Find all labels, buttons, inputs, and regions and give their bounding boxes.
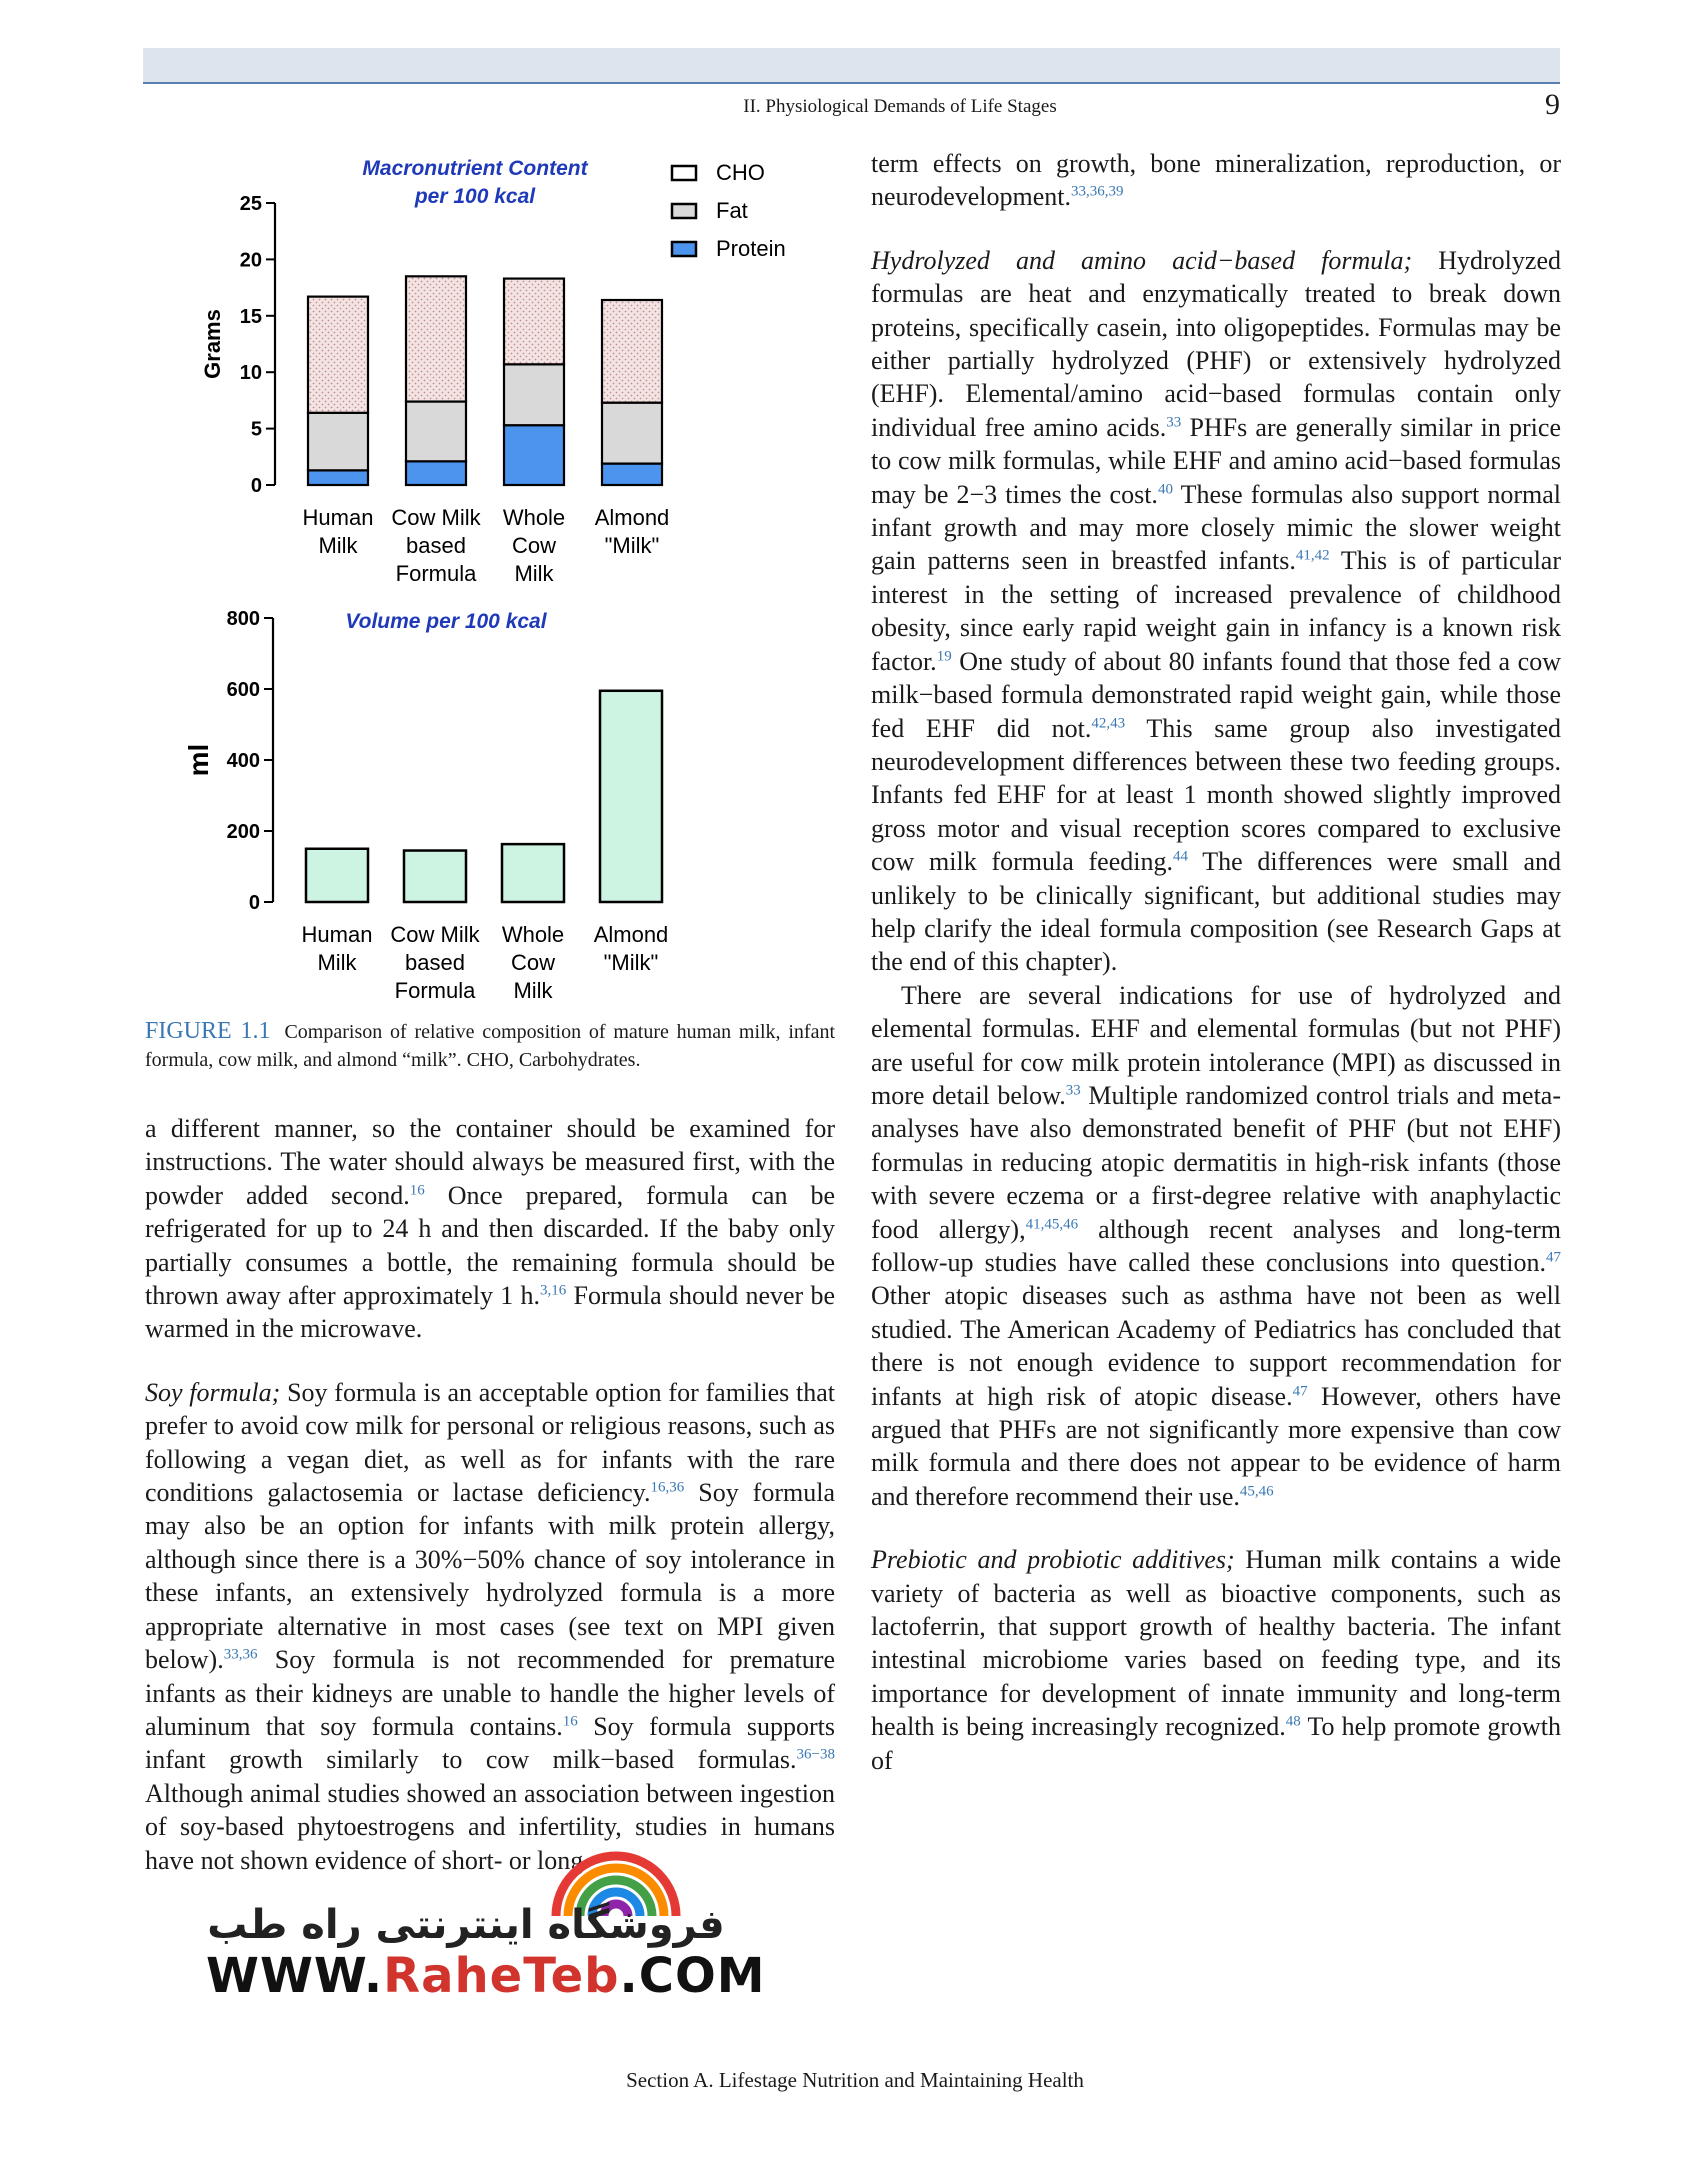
bar-fat (504, 364, 564, 425)
watermark-persian-text: فروشگاه اینترنتی راه طب (207, 1902, 725, 1948)
citation-ref[interactable]: 47 (1292, 1382, 1308, 1399)
citation-ref[interactable]: 33 (1166, 414, 1182, 431)
y-tick-label: 5 (250, 418, 262, 441)
legend-label: CHO (716, 160, 765, 185)
x-category-label: Milk (318, 533, 358, 558)
left-paragraph: a different manner, so the container should be examined for instructions. The water should always be measured first, with the powder added second.$^{16}$ Once prepared, formula can be refrigerated for up to 24 h and then discarded. If the baby only partially consumes a bottle, the remaining formula should be thrown away after approximately 1 h.$^{3,16}$ Formula should never be warmed in the microwave. (145, 1114, 836, 1344)
figure-caption (145, 1018, 835, 1074)
citation-ref[interactable]: 36−38 (796, 1746, 835, 1763)
bar-protein (308, 470, 368, 485)
right-paragraph: term effects on growth, bone mineralization, reproduction, or neurodevelopment.$^{33,36,39}$ (871, 149, 1561, 212)
y-tick-label: 400 (226, 750, 260, 772)
citation-ref[interactable]: 3,16 (540, 1282, 567, 1299)
y-tick-label: 0 (250, 475, 262, 497)
x-category-label: Cow (511, 533, 557, 558)
bar-cho (504, 279, 564, 365)
right-paragraph: Prebiotic and probiotic additives; Human milk contains a wide variety of bacteria as well as bioactive components, such as lactoferrin, that support growth of healthy bacteria. The infant intestinal microbiome varies based on feeding type, and its importance for development of innate immunity and long-term health is being increasingly recognized.$^{48}$ To help promote growth of (871, 1545, 1561, 1775)
bar-cho (406, 276, 466, 401)
bar-cho (602, 300, 662, 403)
legend-swatch-protein (672, 242, 696, 256)
x-category-label: Whole (502, 505, 566, 530)
citation-ref[interactable]: 33 (1065, 1082, 1081, 1099)
y-axis-label: ml (183, 743, 214, 777)
x-category-label: Cow Milk (390, 922, 480, 947)
y-tick-label: 600 (226, 679, 260, 701)
x-category-label: Milk (317, 950, 357, 975)
y-tick-label: 0 (248, 892, 260, 914)
citation-ref[interactable]: 16,36 (650, 1479, 685, 1496)
figure-caption-text: Comparison of relative composition of mature human milk, infant formula, cow milk, and almond “milk”. CHO, Carbohydrates. (145, 1021, 835, 1071)
paragraph-heading: Soy formula; (145, 1377, 281, 1407)
citation-ref[interactable]: 16 (562, 1713, 578, 1730)
right-paragraph: Hydrolyzed and amino acid−based formula; Hydrolyzed formulas are heat and enzymatically treated to break down proteins, specifically casein, into oligopeptides. Formulas may be either partially hydrolyzed (PHF) or extensively hydrolyzed (EHF). Elemental/amino acid−based formulas contain only individual free amino acids.$^{33}$ PHFs are generally similar in price to cow milk formulas, while EHF and amino acid−based formulas may be 2−3 times the cost.$^{40}$ These formulas also support normal infant growth and may more closely mimic the slower weight gain patterns seen in breastfed infants.$^{41,42}$ This is of particular interest in the setting of increased prevalence of childhood obesity, since early rapid weight gain in infancy is a known risk factor.$^{19}$ One study of about 80 infants found that those fed a cow milk−based formula demonstrated rapid weight gain, while those fed EHF did not.$^{42,43}$ This same group also investigated neurodevelopment differences between these two feeding groups. Infants fed EHF for at least 1 month showed slightly improved gross motor and visual reception scores compared to exclusive cow milk formula feeding.$^{44}$ The differences were small and unlikely to be clinically significant, but additional studies may help clarify the ideal formula composition (see Research Gaps at the end of this chapter). (871, 245, 1561, 977)
bar-cho (308, 297, 368, 413)
citation-ref[interactable]: 16 (409, 1182, 425, 1199)
citation-ref[interactable]: 42,43 (1091, 714, 1126, 731)
legend-label: Protein (716, 236, 786, 261)
paragraph-heading: Prebiotic and probiotic additives; (871, 1545, 1235, 1575)
x-category-label: Formula (394, 978, 476, 1003)
x-category-label: Cow (510, 950, 556, 975)
citation-ref[interactable]: 41,45,46 (1025, 1215, 1079, 1232)
watermark-url-suffix: .COM (619, 1948, 766, 2004)
y-tick-label: 15 (239, 305, 262, 328)
citation-ref[interactable]: 19 (936, 648, 952, 665)
paragraph-heading: Hydrolyzed and amino acid−based formula; (871, 245, 1413, 275)
citation-ref[interactable]: 41,42 (1295, 547, 1330, 564)
page-footer: Section A. Lifestage Nutrition and Maintaining Health (626, 2068, 1084, 2092)
y-tick-label: 20 (239, 249, 262, 272)
x-category-label: "Milk" (604, 533, 660, 558)
bar-protein (504, 425, 564, 485)
x-category-label: Human (302, 505, 374, 530)
left-column (145, 1112, 835, 1877)
bar-volume (600, 691, 662, 902)
bar-volume (306, 849, 368, 902)
page-number: 9 (1545, 88, 1560, 121)
citation-ref[interactable]: 44 (1172, 848, 1188, 865)
chart-title: Macronutrient Content (362, 157, 588, 180)
x-category-label: Human (301, 922, 373, 947)
x-category-label: Almond (593, 922, 669, 947)
x-category-label: Milk (513, 978, 553, 1003)
citation-ref[interactable]: 33,36 (223, 1646, 258, 1663)
citation-ref[interactable]: 45,46 (1239, 1483, 1274, 1500)
watermark-url-prefix: WWW. (206, 1948, 384, 2004)
citation-ref[interactable]: 40 (1157, 481, 1173, 497)
y-tick-label: 200 (226, 821, 260, 843)
macronutrient-chart (180, 148, 840, 588)
y-tick-label: 800 (226, 608, 260, 630)
bar-protein (602, 464, 662, 485)
legend-swatch-cho (672, 166, 696, 180)
y-tick-label: 10 (239, 362, 262, 385)
x-category-label: Formula (395, 561, 477, 586)
bar-fat (308, 413, 368, 471)
bar-fat (602, 403, 662, 464)
y-axis-label: Grams (200, 309, 225, 379)
chart-title: Volume per 100 kcal (345, 610, 547, 633)
running-head: II. Physiological Demands of Life Stages (743, 96, 1057, 117)
x-category-label: based (405, 950, 465, 975)
bar-protein (406, 461, 466, 485)
x-category-label: Almond (594, 505, 670, 530)
legend-swatch-fat (672, 204, 696, 218)
bar-volume (502, 844, 564, 902)
citation-ref[interactable]: 47 (1546, 1249, 1561, 1266)
left-paragraph: Soy formula; Soy formula is an acceptable option for families that prefer to avoid cow milk for personal or religious reasons, such as following a vegan diet, as well as for infants with the rare conditions galactosemia or lactase deficiency.$^{16,36}$ Soy formula may also be an option for infants with milk protein allergy, although since there is a 30%−50% chance of soy intolerance in these infants, an extensively hydrolyzed formula is a more appropriate alternative in most cases (see text on MPI given below).$^{33,36}$ Soy formula is not recommended for premature infants as their kidneys are unable to handle the higher levels of aluminum that soy formula contains.$^{16}$ Soy formula supports infant growth similarly to cow milk−based formulas.$^{36-38}$ Although animal studies showed an association between ingestion of soy-based phytoestrogens and infertility, studies in humans have not shown evidence of short- or long- (145, 1377, 835, 1875)
figure-label: FIGURE 1.1 (145, 1018, 271, 1044)
legend-label: Fat (716, 198, 748, 223)
right-column (871, 147, 1561, 1777)
bar-volume (404, 851, 466, 902)
watermark-url-brand: RaheTeb (383, 1948, 620, 2004)
watermark-url (206, 1948, 766, 2004)
x-category-label: Whole (501, 922, 565, 947)
x-category-label: based (406, 533, 466, 558)
bar-fat (406, 402, 466, 462)
x-category-label: Cow Milk (391, 505, 481, 530)
x-category-label: "Milk" (603, 950, 659, 975)
chart-title: per 100 kcal (414, 185, 536, 208)
y-tick-label: 25 (239, 193, 262, 215)
watermark (196, 1848, 766, 2004)
x-category-label: Milk (514, 561, 554, 586)
citation-ref[interactable]: 33,36,39 (1071, 183, 1124, 200)
volume-chart (180, 598, 840, 1008)
right-paragraph: There are several indications for use of hydrolyzed and elemental formulas. EHF and elemental formulas (but not PHF) are useful for cow milk protein intolerance (MPI) as discussed in more detail below.$^{33}$ Multiple randomized control trials and meta-analyses have also demonstrated benefit of PHF (but not EHF) formulas in reducing atopic dermatitis in high-risk infants (those with severe eczema or a first-degree relative with anaphylactic food allergy),$^{41,45,46}$ although recent analyses and long-term follow-up studies have called these conclusions into question.$^{47}$ Other atopic diseases such as asthma have not been as well studied. The American Academy of Pediatrics has concluded that there is not enough evidence to support recommendation for infants at high risk of atopic disease.$^{47}$ However, others have argued that PHFs are not significantly more expensive than cow milk formula and there does not appear to be evidence of harm and therefore recommend their use.$^{45,46}$ (871, 980, 1561, 1511)
citation-ref[interactable]: 48 (1285, 1713, 1301, 1730)
header-band (143, 48, 1560, 84)
